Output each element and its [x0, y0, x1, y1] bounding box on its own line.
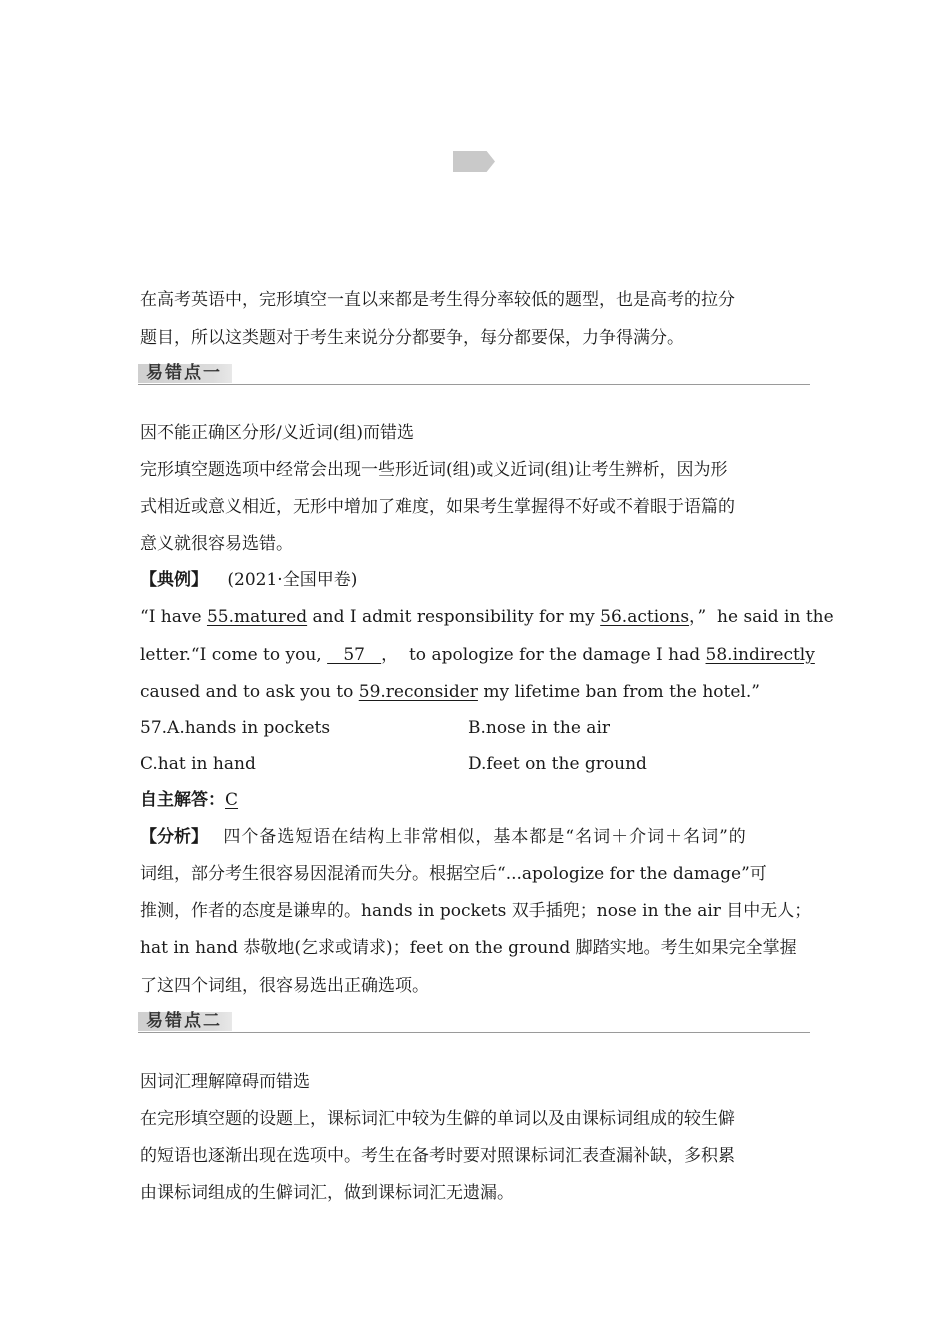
section1-desc-3: 意义就很容易选错。 — [140, 534, 293, 554]
section-tag-shape — [453, 151, 495, 172]
answer-value: C — [225, 790, 239, 810]
section2-title: 因词汇理解障碍而错选 — [140, 1072, 310, 1092]
section1-desc-2: 式相近或意义相近，无形中增加了难度，如果考生掌握得不好或不着眼于语篇的 — [140, 497, 735, 517]
underlined-59: 59.reconsider — [358, 682, 478, 702]
analysis-line-2: 词组，部分考生很容易因混淆而失分。根据空后“...apologize for the damage”可 — [140, 864, 767, 884]
analysis-label: 【分析】 — [140, 827, 208, 847]
analysis-line-4: hat in hand 恭敬地(乞求或请求)；feet on the ground 脚踏实地。考生如果完全掌握 — [140, 938, 797, 958]
underlined-56: 56.actions — [600, 607, 690, 627]
example-heading — [140, 569, 357, 591]
section-label-2: 易错点二 — [138, 1012, 232, 1031]
section1-title: 因不能正确区分形/义近词(组)而错选 — [140, 423, 414, 443]
passage-text: ， to apologize for the damage I had — [381, 645, 706, 665]
example-source: (2021·全国甲卷) — [227, 570, 358, 590]
analysis-line-1 — [140, 826, 747, 848]
option-d: D.feet on the ground — [468, 754, 647, 774]
blank-57: 57 — [327, 645, 382, 665]
example-label: 【典例】 — [140, 570, 208, 590]
option-a: 57.A.hands in pockets — [140, 718, 331, 738]
section1-desc-1: 完形填空题选项中经常会出现一些形近词(组)或义近词(组)让考生辨析，因为形 — [140, 460, 728, 480]
section-header-2 — [138, 1012, 810, 1033]
passage-text: and I admit responsibility for my — [307, 607, 601, 627]
underlined-58: 58.indirectly — [705, 645, 815, 665]
passage-text: caused and to ask you to — [140, 682, 359, 702]
passage-line-2 — [140, 644, 815, 666]
underlined-55: 55.matured — [206, 607, 308, 627]
answer-line — [140, 789, 238, 811]
passage-line-3 — [140, 681, 760, 703]
passage-text: “I have — [140, 607, 207, 627]
option-b: B.nose in the air — [468, 718, 611, 738]
section2-desc-3: 由课标词组成的生僻词汇，做到课标词汇无遗漏。 — [140, 1183, 514, 1203]
analysis-line-5: 了这四个词组，很容易选出正确选项。 — [140, 976, 429, 996]
analysis-line-3: 推测，作者的态度是谦卑的。hands in pockets 双手插兜；nose in the air 目中无人； — [140, 901, 812, 921]
intro-line-1: 在高考英语中，完形填空一直以来都是考生得分率较低的题型，也是高考的拉分 — [140, 290, 735, 310]
answer-label: 自主解答： — [140, 790, 225, 810]
passage-line-1 — [140, 606, 834, 628]
option-c: C.hat in hand — [140, 754, 256, 774]
section-header-1 — [138, 364, 810, 385]
intro-line-2: 题目，所以这类题对于考生来说分分都要争，每分都要保，力争得满分。 — [140, 328, 684, 348]
passage-text: ，” he said in the — [689, 607, 834, 627]
section2-desc-2: 的短语也逐渐出现在选项中。考生在备考时要对照课标词汇表查漏补缺，多积累 — [140, 1146, 735, 1166]
analysis-text: 四个备选短语在结构上非常相似，基本都是“名词＋介词＋名词”的 — [223, 827, 747, 847]
passage-text: my lifetime ban from the hotel.” — [477, 682, 760, 702]
section2-desc-1: 在完形填空题的设题上，课标词汇中较为生僻的单词以及由课标词组成的较生僻 — [140, 1109, 735, 1129]
passage-text: letter.“I come to you, — [140, 645, 328, 665]
section-label-1: 易错点一 — [138, 364, 232, 383]
